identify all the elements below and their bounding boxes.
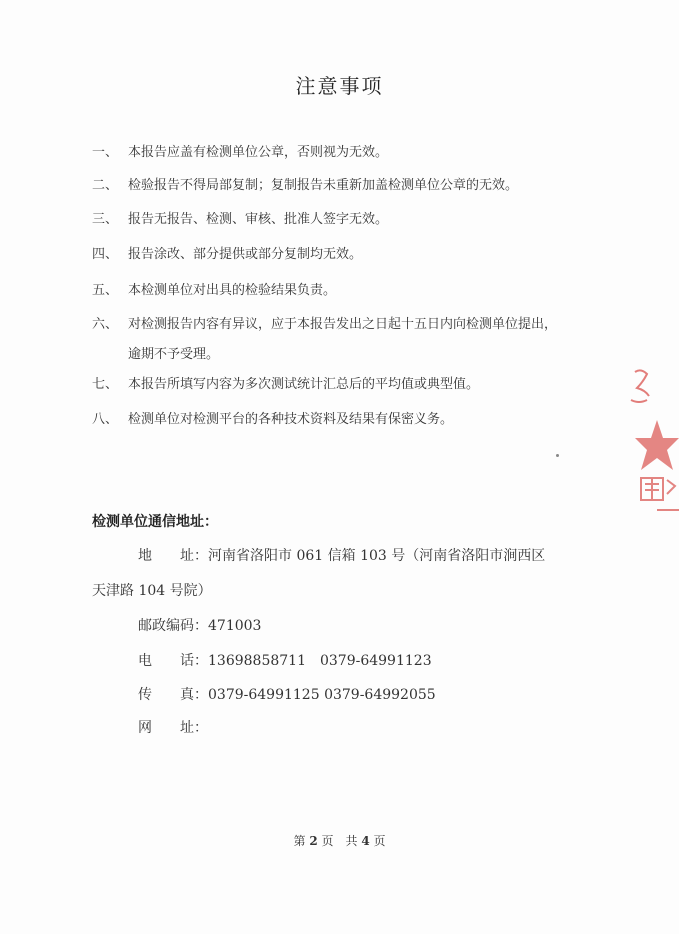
notice-item-1: [92, 144, 388, 162]
notice-item-8: [92, 411, 453, 429]
notice-number: 四、: [92, 247, 119, 262]
page-current: 2: [309, 834, 318, 848]
red-seal-stamp-fragment: [627, 360, 679, 520]
notice-text: 报告无报告、检测、审核、批准人签字无效。: [128, 212, 389, 227]
phone-row: [138, 650, 432, 670]
fax-value: 0379-64991125 0379-64992055: [208, 687, 436, 703]
website-row: [138, 717, 208, 737]
notice-item-2: [92, 177, 518, 195]
postcode-row: [138, 615, 261, 635]
notice-number: 五、: [92, 283, 119, 298]
notice-number: 二、: [92, 178, 119, 193]
page-number: [0, 832, 679, 849]
postcode-value: 471003: [208, 618, 262, 634]
notice-item-6: [92, 316, 557, 334]
address-continuation: 天津路 104 号院）: [92, 583, 212, 599]
phone-label: 电 话：: [138, 653, 208, 669]
address-value: 河南省洛阳市 061 信箱 103 号（河南省洛阳市涧西区: [208, 548, 546, 564]
address-label: 地 址：: [138, 548, 208, 564]
notice-number: 八、: [92, 412, 119, 427]
notice-text: 对检测报告内容有异议，应于本报告发出之日起十五日内向检测单位提出，: [128, 317, 558, 332]
notice-item-7: [92, 376, 479, 394]
fax-row: [138, 684, 436, 704]
fax-label: 传 真：: [138, 687, 208, 703]
phone-value: 13698858711 0379-64991123: [208, 653, 432, 669]
notice-number: 三、: [92, 212, 119, 227]
notice-text: 报告涂改、部分提供或部分复制均无效。: [128, 247, 363, 262]
notice-number: 一、: [92, 145, 119, 160]
postcode-label: 邮政编码：: [138, 618, 208, 634]
notice-item-3: [92, 211, 388, 229]
notice-text: 检测单位对检测平台的各种技术资料及结果有保密义务。: [128, 412, 454, 427]
page-title: 注意事项: [295, 74, 384, 98]
notice-item-4: [92, 246, 362, 264]
address-row: [138, 545, 545, 565]
notice-text: 本报告应盖有检测单位公章，否则视为无效。: [128, 145, 389, 160]
page-mid: 页 共: [317, 834, 362, 848]
address-heading: 检测单位通信地址：: [92, 514, 218, 530]
notice-item-5: [92, 282, 336, 300]
page-prefix: 第: [293, 834, 310, 848]
notice-number: 七、: [92, 377, 119, 392]
speck-mark: [556, 454, 559, 457]
notice-text: 本检测单位对出具的检验结果负责。: [128, 283, 337, 298]
notice-item-6-continuation: 逾期不予受理。: [128, 347, 220, 362]
notice-text: 本报告所填写内容为多次测试统计汇总后的平均值或典型值。: [128, 377, 480, 392]
notice-text: 检验报告不得局部复制；复制报告未重新加盖检测单位公章的无效。: [128, 178, 519, 193]
page-suffix: 页: [369, 834, 386, 848]
notice-number: 六、: [92, 317, 119, 332]
website-label: 网 址：: [138, 720, 208, 736]
page-total: 4: [361, 834, 370, 848]
